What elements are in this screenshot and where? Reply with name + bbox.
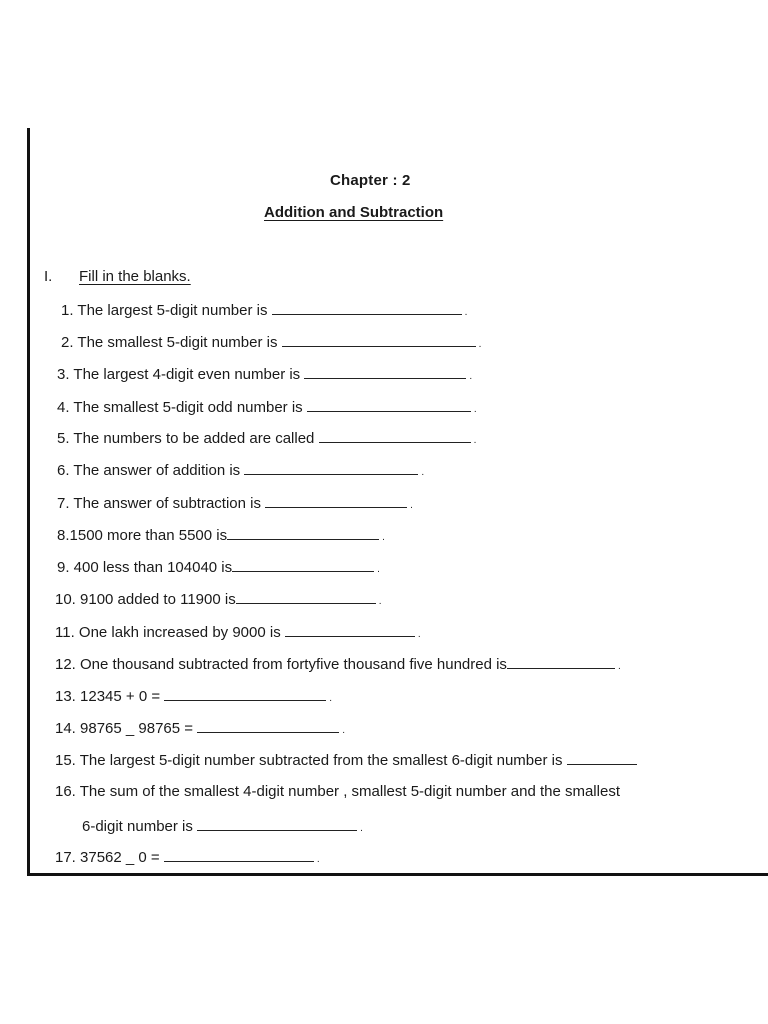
question-text: 4. The smallest 5-digit odd number is [57, 399, 307, 416]
section-title: Fill in the blanks. [79, 268, 191, 285]
question-text: 10. 9100 added to 11900 is [55, 591, 236, 608]
question-9: 9. 400 less than 104040 is . [57, 559, 380, 576]
question-text: 12. One thousand subtracted from fortyfive thousand five hundred is [55, 656, 507, 673]
page-border-left [27, 128, 30, 876]
question-text: 11. One lakh increased by 9000 is [55, 624, 285, 641]
question-text: 6-digit number is [82, 818, 198, 835]
page-border-bottom [27, 873, 768, 876]
answer-blank[interactable] [307, 398, 471, 412]
question-1: 1. The largest 5-digit number is . [61, 302, 468, 319]
answer-blank[interactable] [197, 817, 357, 831]
question-17: 17. 37562 _ 0 = . [55, 849, 320, 866]
question-text: 14. 98765 _ 98765 = [55, 720, 198, 737]
question-7: 7. The answer of subtraction is . [57, 495, 413, 512]
question-6: 6. The answer of addition is . [57, 462, 425, 479]
question-15 [55, 751, 637, 769]
answer-blank[interactable] [304, 365, 466, 379]
question-11: 11. One lakh increased by 9000 is . [55, 624, 421, 641]
question-text: 3. The largest 4-digit even number is [57, 366, 305, 383]
answer-blank[interactable] [507, 655, 615, 669]
answer-blank[interactable] [227, 526, 379, 540]
question-8: 8.1500 more than 5500 is . [57, 527, 385, 544]
question-10: 10. 9100 added to 11900 is . [55, 591, 382, 608]
question-16-continuation: 6-digit number is . [82, 818, 363, 835]
answer-blank[interactable] [164, 848, 314, 862]
answer-blank[interactable] [197, 719, 339, 733]
section-number: I. [44, 268, 53, 285]
answer-blank[interactable] [244, 461, 418, 475]
question-4: 4. The smallest 5-digit odd number is . [57, 399, 477, 416]
question-text: 16. The sum of the smallest 4-digit number , smallest 5-digit number and the smallest [55, 783, 620, 800]
chapter-heading: Chapter : 2 [330, 172, 411, 189]
question-text: 7. The answer of subtraction is [57, 495, 266, 512]
question-5: 5. The numbers to be added are called . [57, 430, 477, 447]
answer-blank[interactable] [232, 558, 374, 572]
question-text: 6. The answer of addition is [57, 462, 245, 479]
answer-blank[interactable] [285, 623, 415, 637]
answer-blank[interactable] [282, 333, 476, 347]
answer-blank[interactable] [319, 429, 471, 443]
question-16 [55, 783, 620, 800]
question-text: 1. The largest 5-digit number is [61, 302, 272, 319]
answer-blank[interactable] [236, 590, 376, 604]
question-text: 2. The smallest 5-digit number is [61, 334, 282, 351]
question-text: 5. The numbers to be added are called [57, 430, 319, 447]
answer-blank[interactable] [567, 751, 637, 765]
question-text: 17. 37562 _ 0 = [55, 849, 164, 866]
question-text: 8.1500 more than 5500 is [57, 527, 228, 544]
question-text: 9. 400 less than 104040 is [57, 559, 233, 576]
chapter-title: Addition and Subtraction [264, 204, 444, 221]
question-3: 3. The largest 4-digit even number is . [57, 366, 473, 383]
answer-blank[interactable] [272, 301, 462, 315]
question-text: 15. The largest 5-digit number subtracted from the smallest 6-digit number is [55, 752, 567, 769]
question-text: 13. 12345 + 0 = [55, 688, 165, 705]
question-14: 14. 98765 _ 98765 = . [55, 720, 345, 737]
question-12: 12. One thousand subtracted from fortyfive thousand five hundred is . [55, 656, 621, 673]
answer-blank[interactable] [164, 687, 326, 701]
answer-blank[interactable] [265, 494, 407, 508]
question-2: 2. The smallest 5-digit number is . [61, 334, 482, 351]
question-13: 13. 12345 + 0 = . [55, 688, 333, 705]
